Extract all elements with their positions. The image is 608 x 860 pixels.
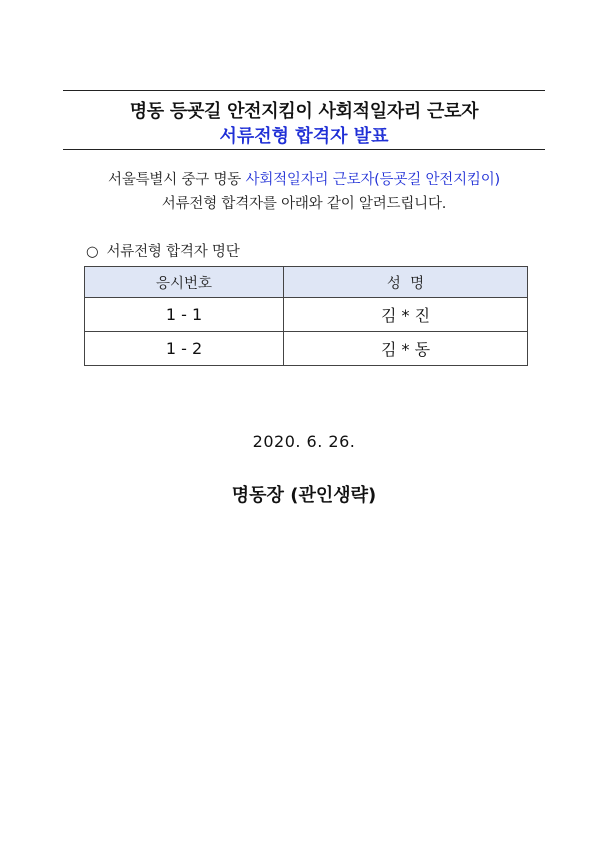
table-header-row — [85, 267, 528, 298]
circle-bullet-icon: ○ — [86, 244, 99, 260]
intro-line-2: 서류전형 합격자를 아래와 같이 알려드립니다. — [161, 196, 447, 212]
intro-highlight: 사회적일자리 근로자(등굣길 안전지킴이) — [245, 172, 500, 188]
table-row — [85, 298, 528, 332]
applicant-table — [84, 266, 528, 366]
applicant-name-cell: 김 * 동 — [284, 332, 528, 366]
intro-line-1 — [0, 168, 608, 189]
issuer-name: 명동장 (관인생략) — [231, 485, 377, 506]
applicant-number-cell: 1 - 2 — [85, 332, 284, 366]
column-header-number: 응시번호 — [85, 267, 284, 298]
top-rule — [63, 90, 545, 91]
page-title: 명동 등굣길 안전지킴이 사회적일자리 근로자 — [129, 101, 479, 122]
applicant-number-cell: 1 - 1 — [85, 298, 284, 332]
intro-prefix: 서울특별시 중구 명동 — [108, 172, 246, 188]
table-row — [85, 332, 528, 366]
section-heading — [86, 240, 240, 261]
page-subtitle: 서류전형 합격자 발표 — [219, 126, 389, 147]
section-title: 서류전형 합격자 명단 — [106, 244, 240, 260]
announcement-date: 2020. 6. 26. — [252, 432, 356, 451]
bottom-rule — [63, 149, 545, 150]
applicant-name-cell: 김 * 진 — [284, 298, 528, 332]
column-header-name: 성 명 — [284, 267, 528, 298]
